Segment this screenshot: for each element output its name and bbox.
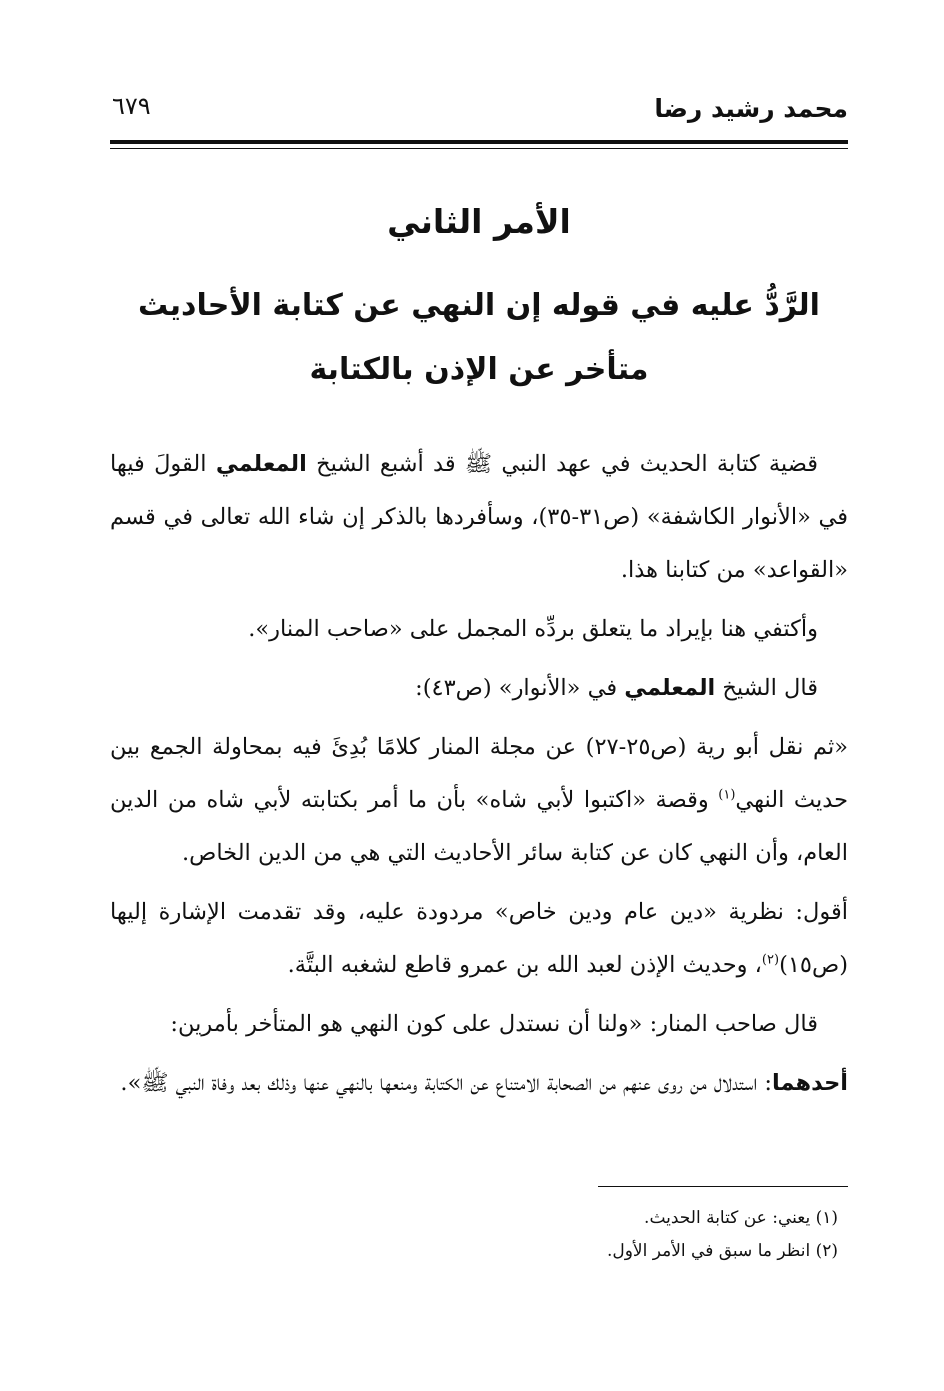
first-point-label: أحدهما <box>771 1070 848 1096</box>
header-rule-thick <box>110 140 848 144</box>
paragraph-3: قال الشيخ المعلمي في «الأنوار» (ص٤٣): <box>415 675 818 701</box>
section-title: الأمر الثاني <box>387 202 571 241</box>
running-header-author: محمد رشيد رضا <box>654 94 848 123</box>
footnote-ref-1[interactable]: (١) <box>718 787 736 803</box>
body-text <box>110 438 848 1116</box>
name-bold: المعلمي <box>215 451 307 477</box>
footnote-ref-2[interactable]: (٢) <box>761 952 780 968</box>
footnote-1: (١) يعني: عن كتابة الحديث. <box>644 1208 838 1228</box>
paragraph-5: أقول: نظرية «دين عام ودين خاص» مردودة عليه، وقد تقدمت الإشارة إليها (ص١٥)$^{(٢)}$، وحديث الإذن لعبد الله بن عمرو قاطع لشغبه البتَّة. <box>110 899 848 978</box>
subtitle-line-1: الرَّدُّ عليه في قوله إن النهي عن كتابة الأحاديث <box>138 288 820 323</box>
paragraph-7: أحدهما: استدلال من روى عنهم من الصحابة الامتناع عن الكتابة ومنعها بالنهي عنها وذلك بعد وفاة النبي ﷺ». <box>120 1070 848 1096</box>
subtitle-line-2: متأخر عن الإذن بالكتابة <box>309 352 649 387</box>
footnote-2: (٢) انظر ما سبق في الأمر الأول. <box>606 1241 838 1261</box>
paragraph-4-quote: «ثم نقل أبو رية (ص٢٥-٢٧) عن مجلة المنار كلامًا بُدِئَ فيه بمحاولة الجمع بين حديث النهي$^{(١)}$ وقصة «اكتبوا لأبي شاه» بأن ما أمر بكتابته لأبي شاه من الدين العام، وأن النهي كان عن كتابة سائر الأحاديث التي هي من الدين الخاص. <box>110 734 849 866</box>
paragraph-6: قال صاحب المنار: «ولنا أن نستدل على كون النهي هو المتأخر بأمرين: <box>170 1011 818 1037</box>
page-number: ٦٧٩ <box>112 92 151 120</box>
running-header <box>110 88 848 128</box>
header-rule-thin <box>110 148 848 149</box>
name-bold: المعلمي <box>624 675 716 701</box>
footnote-separator <box>598 1186 848 1187</box>
paragraph-2: وأكتفي هنا بإيراد ما يتعلق بردِّه المجمل على «صاحب المنار». <box>248 616 818 642</box>
paragraph-1: قضية كتابة الحديث في عهد النبي ﷺ قد أشبع الشيخ المعلمي القولَ فيها في «الأنوار الكاشفة» (ص٣١-٣٥)، وسأفردها بالذكر إن شاء الله تعالى في قسم «القواعد» من كتابنا هذا. <box>110 451 848 583</box>
footnotes <box>238 1202 838 1268</box>
